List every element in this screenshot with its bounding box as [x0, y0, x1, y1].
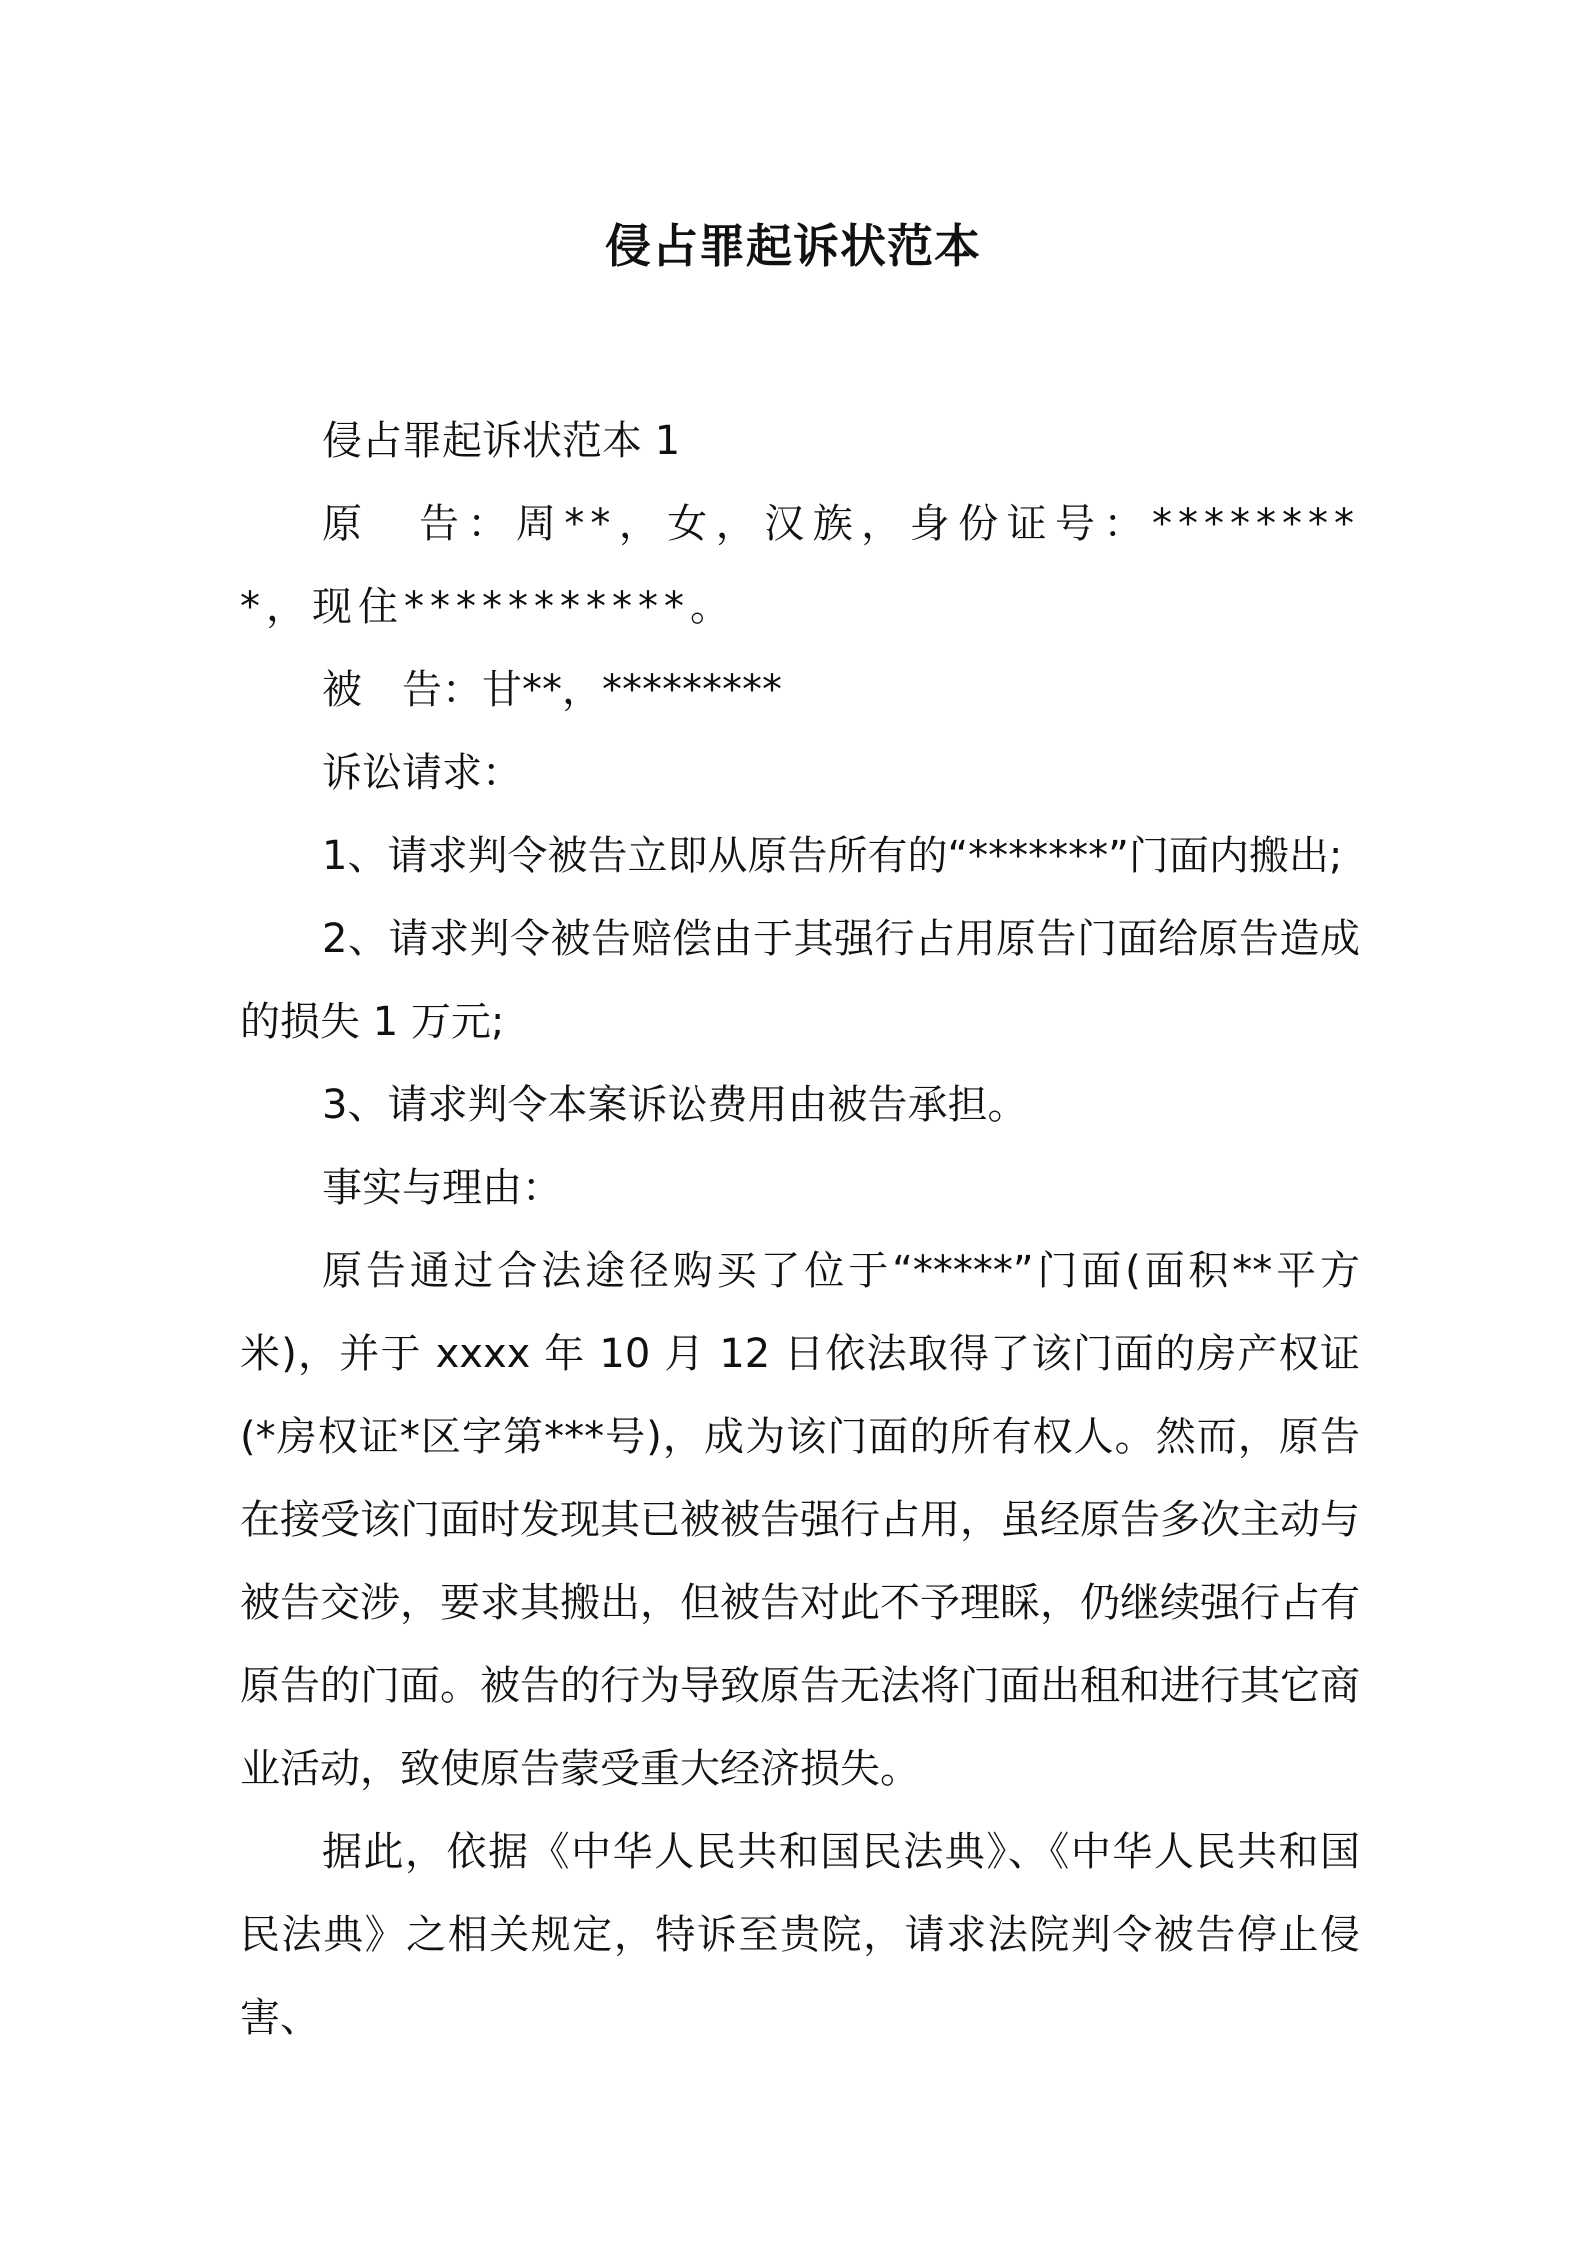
- section-heading: 侵占罪起诉状范本 1: [322, 418, 681, 464]
- claims-heading: 诉讼请求：: [322, 750, 522, 796]
- document-title: 侵占罪起诉状范本: [605, 219, 981, 273]
- claim-item-1: 1、请求判令被告立即从原告所有的“*******”门面内搬出;: [322, 833, 1343, 879]
- defendant-info: 被 告：甘**，*********: [322, 667, 782, 713]
- facts-paragraph: 原告通过合法途径购买了位于“*****”门面(面积**平方米)，并于 xxxx 年 10 月 12 日依法取得了该门面的房产权证(*房权证*区字第***号)，成为该门面的所有权人。然而，原告在接受该门面时发现其已被被告强行占用，虽经原告多次主动与被告交涉，要求其搬出，但被告对此不予理睬，仍继续强行占有原告的门面。被告的行为导致原告无法将门面出租和进行其它商业活动，致使原告蒙受重大经济损失。: [240, 1248, 1360, 1792]
- plaintiff-info: 原 告：周**，女，汉族，身份证号：*********，现住***********。: [240, 501, 1360, 630]
- document-body: [240, 400, 1360, 2060]
- claim-item-3: 3、请求判令本案诉讼费用由被告承担。: [322, 1082, 1028, 1128]
- legal-basis-paragraph: 据此，依据《中华人民共和国民法典》、《中华人民共和国民法典》之相关规定，特诉至贵院，请求法院判令被告停止侵害、: [240, 1829, 1360, 2041]
- facts-heading: 事实与理由：: [322, 1165, 562, 1211]
- claim-item-2: 2、请求判令被告赔偿由于其强行占用原告门面给原告造成的损失 1 万元;: [240, 916, 1360, 1045]
